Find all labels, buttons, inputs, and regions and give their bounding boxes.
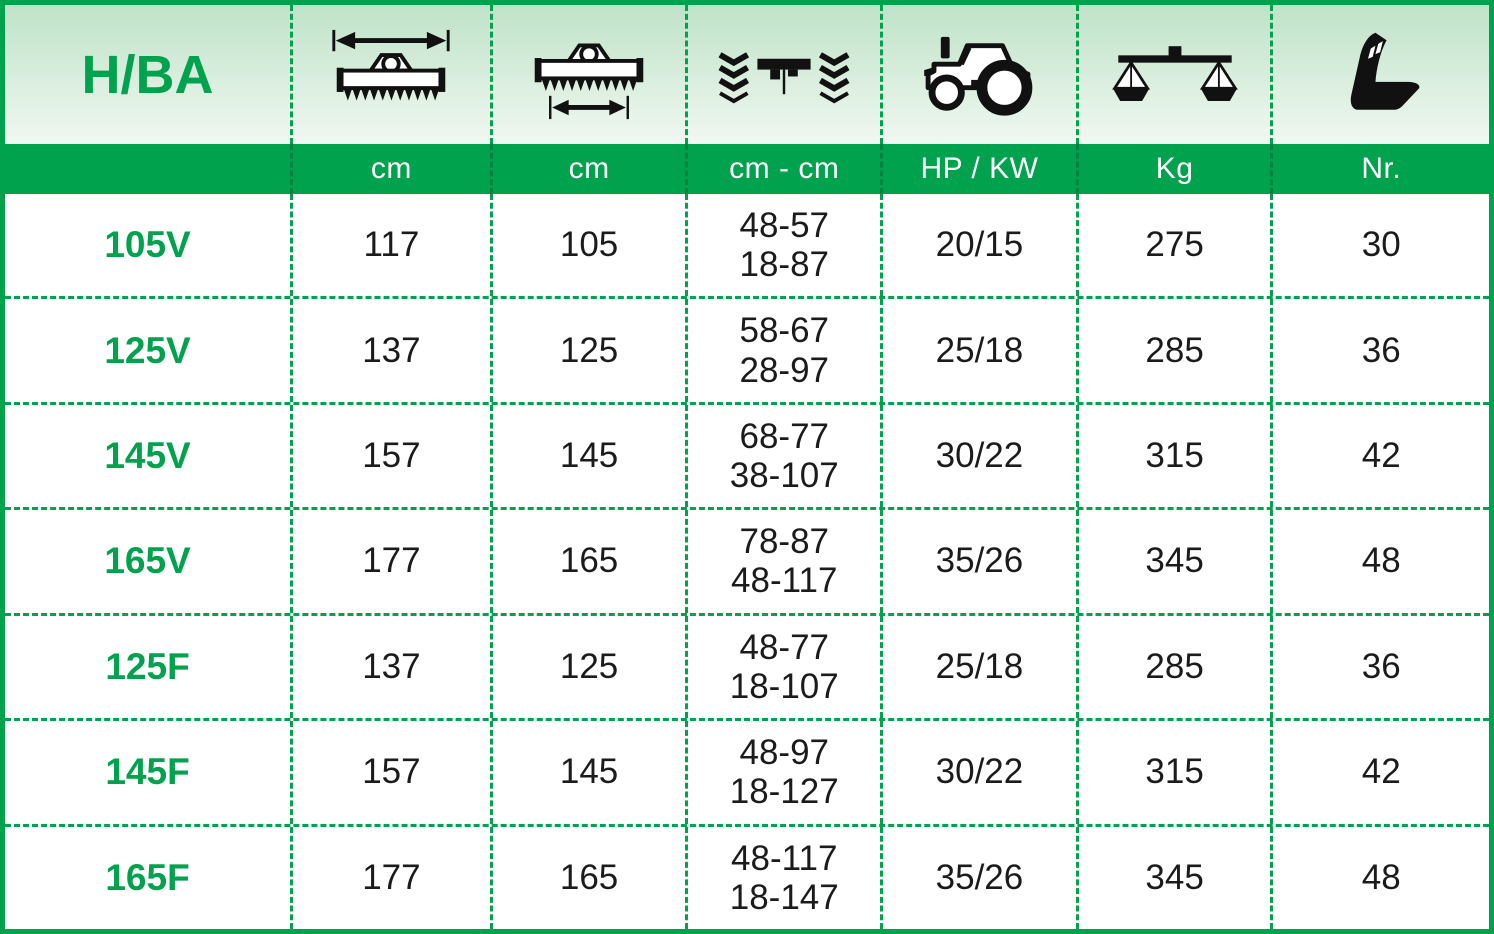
offset-line-2: 28-97: [739, 350, 830, 390]
tractor-icon: [920, 29, 1038, 121]
weight-cell: [1076, 616, 1271, 718]
offset-line-1: 48-77: [739, 627, 830, 667]
value-label: 145: [559, 752, 619, 792]
working-width-cell: [490, 194, 686, 296]
offset-line-2: 48-117: [731, 561, 838, 601]
value-label: 157: [362, 436, 421, 476]
header-cell-weight: [1076, 5, 1271, 144]
working-width-cell: [490, 721, 686, 823]
value-label: 177: [362, 857, 421, 897]
value-label: 42: [1361, 436, 1401, 476]
model-label: 125F: [105, 645, 190, 687]
units-row: [5, 144, 1489, 194]
units-cell-total-width: [290, 144, 490, 194]
blades-cell: [1270, 510, 1489, 612]
total-width-cell: [290, 299, 490, 401]
working-width-icon: [526, 26, 652, 123]
value-label: 137: [362, 330, 421, 370]
value-label: 137: [362, 646, 421, 686]
table-row: [5, 296, 1489, 401]
header-row: [5, 5, 1489, 144]
units-cell-power: [880, 144, 1076, 194]
total-width-cell: [290, 405, 490, 507]
value-label: 20/15: [935, 225, 1024, 265]
power-cell: [880, 405, 1076, 507]
weight-cell: [1076, 721, 1271, 823]
value-label: 48: [1361, 857, 1401, 897]
offset-range-cell: [685, 721, 880, 823]
blades-cell: [1270, 827, 1489, 929]
total-width-cell: [290, 721, 490, 823]
model-cell: [5, 616, 290, 718]
value-label: 345: [1145, 857, 1204, 897]
value-label: 165: [559, 857, 619, 897]
offset-line-1: 48-57: [739, 206, 830, 246]
header-cell-total-width: [290, 5, 490, 144]
table-title: H/BA: [81, 44, 214, 105]
offset-line-1: 48-117: [731, 838, 838, 878]
offset-range-cell: [685, 510, 880, 612]
model-label: 125V: [104, 329, 191, 371]
value-label: 30/22: [935, 752, 1024, 792]
blades-cell: [1270, 194, 1489, 296]
value-label: 25/18: [935, 330, 1024, 370]
value-label: 42: [1361, 752, 1401, 792]
value-label: 36: [1361, 330, 1401, 370]
working-width-cell: [490, 405, 686, 507]
value-label: 125: [559, 646, 619, 686]
power-cell: [880, 721, 1076, 823]
unit-label: cm - cm: [729, 152, 840, 185]
model-cell: [5, 721, 290, 823]
unit-label: Nr.: [1361, 152, 1402, 185]
unit-label: cm: [370, 152, 412, 185]
offset-range-icon: [710, 43, 858, 107]
value-label: 345: [1145, 541, 1204, 581]
total-width-cell: [290, 827, 490, 929]
blades-cell: [1270, 616, 1489, 718]
value-label: 285: [1145, 330, 1204, 370]
units-cell-offset: [685, 144, 880, 194]
value-label: 48: [1361, 541, 1401, 581]
offset-range-cell: [685, 299, 880, 401]
power-cell: [880, 827, 1076, 929]
blades-cell: [1270, 721, 1489, 823]
working-width-cell: [490, 299, 686, 401]
value-label: 117: [363, 225, 420, 265]
value-label: 157: [362, 752, 421, 792]
units-cell-empty: [5, 144, 290, 194]
working-width-cell: [490, 510, 686, 612]
value-label: 125: [559, 330, 619, 370]
weight-cell: [1076, 299, 1271, 401]
model-cell: [5, 405, 290, 507]
offset-range-cell: [685, 405, 880, 507]
value-label: 177: [362, 541, 421, 581]
weight-cell: [1076, 194, 1271, 296]
table-title-cell: [5, 5, 290, 144]
units-cell-weight: [1076, 144, 1271, 194]
offset-range-cell: [685, 616, 880, 718]
model-label: 165F: [105, 856, 190, 898]
value-label: 275: [1145, 225, 1204, 265]
unit-label: HP / KW: [920, 152, 1039, 185]
unit-label: cm: [568, 152, 610, 185]
model-label: 145F: [105, 751, 190, 793]
offset-line-2: 38-107: [729, 456, 839, 496]
model-cell: [5, 299, 290, 401]
weight-cell: [1076, 405, 1271, 507]
table-row: [5, 718, 1489, 823]
model-label: 145V: [104, 435, 191, 477]
value-label: 105: [559, 225, 619, 265]
units-cell-working-width: [490, 144, 686, 194]
header-cell-working-width: [490, 5, 686, 144]
weight-cell: [1076, 510, 1271, 612]
scale-icon: [1111, 46, 1239, 104]
table-row: [5, 194, 1489, 296]
value-label: 35/26: [935, 857, 1024, 897]
header-cell-blades: [1270, 5, 1489, 144]
total-width-cell: [290, 616, 490, 718]
header-cell-power: [880, 5, 1076, 144]
model-cell: [5, 194, 290, 296]
value-label: 285: [1145, 646, 1204, 686]
units-cell-blades: [1270, 144, 1489, 194]
offset-line-1: 48-97: [739, 733, 830, 773]
header-cell-offset-range: [685, 5, 880, 144]
table-row: [5, 402, 1489, 507]
model-cell: [5, 510, 290, 612]
offset-line-2: 18-107: [729, 666, 839, 706]
offset-line-2: 18-87: [739, 245, 830, 285]
power-cell: [880, 510, 1076, 612]
offset-range-cell: [685, 827, 880, 929]
value-label: 145: [559, 436, 619, 476]
table-row: [5, 613, 1489, 718]
table-row: [5, 824, 1489, 929]
value-label: 30: [1361, 225, 1401, 265]
value-label: 165: [559, 541, 619, 581]
working-width-cell: [490, 827, 686, 929]
value-label: 30/22: [935, 436, 1024, 476]
working-width-cell: [490, 616, 686, 718]
blade-icon: [1330, 28, 1432, 121]
offset-line-1: 58-67: [739, 311, 830, 351]
model-label: 105V: [104, 224, 191, 266]
model-label: 165V: [104, 540, 191, 582]
value-label: 25/18: [935, 646, 1024, 686]
total-width-cell: [290, 194, 490, 296]
power-cell: [880, 616, 1076, 718]
blades-cell: [1270, 405, 1489, 507]
unit-label: Kg: [1155, 152, 1194, 185]
blades-cell: [1270, 299, 1489, 401]
model-cell: [5, 827, 290, 929]
table-row: [5, 507, 1489, 612]
value-label: 36: [1361, 646, 1401, 686]
offset-line-1: 78-87: [739, 522, 830, 562]
offset-line-1: 68-77: [739, 416, 830, 456]
value-label: 315: [1145, 752, 1204, 792]
offset-range-cell: [685, 194, 880, 296]
value-label: 315: [1145, 436, 1204, 476]
weight-cell: [1076, 827, 1271, 929]
offset-line-2: 18-147: [729, 877, 839, 917]
value-label: 35/26: [935, 541, 1024, 581]
power-cell: [880, 194, 1076, 296]
power-cell: [880, 299, 1076, 401]
total-width-cell: [290, 510, 490, 612]
offset-line-2: 18-127: [729, 772, 839, 812]
total-width-icon: [328, 26, 454, 123]
